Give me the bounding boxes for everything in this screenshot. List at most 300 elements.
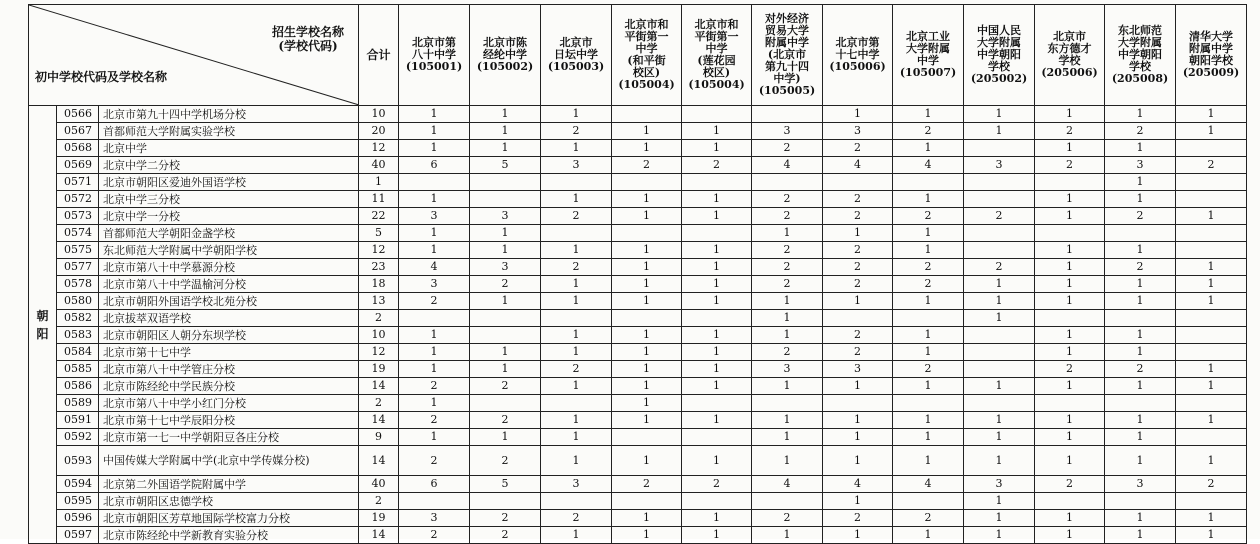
quota-cell	[964, 140, 1035, 157]
quota-cell: 1	[470, 106, 541, 123]
quota-cell: 2	[470, 527, 541, 544]
total-cell: 12	[359, 344, 399, 361]
school-code-cell: 0567	[57, 123, 99, 140]
quota-cell: 1	[470, 293, 541, 310]
quota-cell: 1	[1176, 106, 1247, 123]
total-cell: 11	[359, 191, 399, 208]
school-name-cell: 中国传媒大学附属中学(北京中学传媒分校)	[99, 446, 359, 476]
table-row	[29, 276, 1247, 293]
school-name-cell: 北京市陈经纶中学新教育实验分校	[99, 527, 359, 544]
quota-cell: 1	[964, 412, 1035, 429]
school-column-header-line: (105003)	[547, 60, 605, 73]
school-name-cell: 北京市陈经纶中学民族分校	[99, 378, 359, 395]
quota-cell: 3	[752, 123, 823, 140]
quota-cell: 1	[612, 327, 682, 344]
total-cell: 5	[359, 225, 399, 242]
quota-cell: 1	[399, 106, 470, 123]
school-name-cell: 首都师范大学附属实验学校	[99, 123, 359, 140]
school-code-cell: 0596	[57, 510, 99, 527]
quota-cell: 1	[964, 510, 1035, 527]
quota-cell: 1	[541, 191, 612, 208]
quota-table	[28, 4, 1247, 544]
quota-cell	[1176, 140, 1247, 157]
quota-cell: 1	[399, 344, 470, 361]
quota-cell: 1	[964, 276, 1035, 293]
school-column-header-line: 附属中学	[765, 36, 810, 49]
quota-cell: 2	[893, 123, 964, 140]
quota-cell: 1	[541, 527, 612, 544]
quota-cell: 2	[752, 208, 823, 225]
quota-cell	[893, 493, 964, 510]
quota-cell	[1176, 242, 1247, 259]
table-row	[29, 191, 1247, 208]
total-cell: 10	[359, 327, 399, 344]
quota-cell: 2	[1105, 208, 1176, 225]
quota-cell: 1	[541, 276, 612, 293]
school-column-header-line: (205009)	[1182, 66, 1240, 79]
school-column-header-line: 中学朝阳	[1118, 48, 1163, 61]
quota-cell	[964, 191, 1035, 208]
quota-cell: 1	[1035, 446, 1105, 476]
quota-cell	[682, 310, 752, 327]
quota-cell: 2	[612, 476, 682, 493]
school-column-header-line: 大学附属	[906, 42, 951, 55]
school-column-header	[1035, 5, 1105, 106]
quota-cell: 1	[893, 106, 964, 123]
quota-cell: 1	[1035, 276, 1105, 293]
quota-cell	[470, 174, 541, 191]
quota-cell: 2	[399, 527, 470, 544]
total-cell: 12	[359, 242, 399, 259]
quota-cell: 3	[823, 361, 893, 378]
quota-cell: 1	[612, 242, 682, 259]
school-column-header	[893, 5, 964, 106]
quota-cell	[541, 310, 612, 327]
total-cell: 2	[359, 310, 399, 327]
quota-cell	[470, 310, 541, 327]
quota-cell	[893, 310, 964, 327]
quota-cell: 1	[752, 412, 823, 429]
school-column-header-line: 对外经济	[765, 12, 810, 25]
school-column-header-line: (105002)	[476, 60, 534, 73]
school-code-cell: 0571	[57, 174, 99, 191]
quota-cell: 2	[399, 378, 470, 395]
quota-cell	[1176, 344, 1247, 361]
quota-cell: 1	[964, 446, 1035, 476]
quota-cell: 1	[399, 123, 470, 140]
quota-cell	[823, 395, 893, 412]
quota-cell: 3	[470, 208, 541, 225]
quota-cell	[1176, 174, 1247, 191]
quota-cell: 1	[823, 429, 893, 446]
school-code-cell: 0573	[57, 208, 99, 225]
quota-cell: 1	[682, 276, 752, 293]
header-row	[29, 5, 1247, 106]
table-row	[29, 429, 1247, 446]
quota-cell: 1	[682, 527, 752, 544]
quota-cell: 1	[541, 293, 612, 310]
quota-cell: 1	[823, 225, 893, 242]
school-code-cell: 0597	[57, 527, 99, 544]
school-column-header-line: (105001)	[405, 60, 463, 73]
total-cell: 12	[359, 140, 399, 157]
school-name-cell: 北京第二外国语学院附属中学	[99, 476, 359, 493]
quota-cell: 2	[823, 259, 893, 276]
quota-cell: 1	[612, 191, 682, 208]
quota-cell: 1	[893, 344, 964, 361]
quota-cell: 1	[823, 378, 893, 395]
enrolling-school-header-line: 招生学校名称	[272, 25, 345, 39]
table-row	[29, 378, 1247, 395]
quota-cell: 4	[399, 259, 470, 276]
school-column-header-line: 北京市	[1053, 30, 1087, 43]
quota-cell	[612, 493, 682, 510]
school-code-cell: 0577	[57, 259, 99, 276]
quota-cell	[1105, 395, 1176, 412]
quota-cell: 1	[964, 527, 1035, 544]
quota-cell: 1	[682, 327, 752, 344]
quota-cell: 1	[541, 140, 612, 157]
school-name-cell: 北京市第一七一中学朝阳豆各庄分校	[99, 429, 359, 446]
table-row	[29, 140, 1247, 157]
quota-cell: 1	[1176, 510, 1247, 527]
school-column-header-line: (105004)	[688, 78, 745, 91]
school-name-cell: 北京拔萃双语学校	[99, 310, 359, 327]
school-column-header	[964, 5, 1035, 106]
school-code-cell: 0572	[57, 191, 99, 208]
quota-cell	[541, 174, 612, 191]
school-column-header-line: 平街第一	[694, 30, 739, 43]
quota-cell: 3	[752, 361, 823, 378]
total-cell: 1	[359, 174, 399, 191]
quota-cell: 1	[612, 361, 682, 378]
quota-cell: 1	[752, 310, 823, 327]
school-column-header-line: (105007)	[899, 66, 957, 79]
quota-cell: 2	[1105, 361, 1176, 378]
quota-cell: 2	[893, 510, 964, 527]
quota-cell: 1	[541, 242, 612, 259]
table-row	[29, 527, 1247, 544]
quota-cell: 1	[893, 412, 964, 429]
quota-cell	[752, 174, 823, 191]
quota-cell: 4	[893, 476, 964, 493]
district-cell	[29, 106, 57, 544]
quota-cell: 1	[541, 344, 612, 361]
quota-cell: 2	[752, 344, 823, 361]
quota-cell: 1	[1176, 293, 1247, 310]
quota-cell: 1	[470, 123, 541, 140]
quota-cell: 1	[682, 510, 752, 527]
school-column-header-line: (205006)	[1041, 66, 1098, 79]
quota-cell: 2	[1035, 361, 1105, 378]
quota-cell: 3	[541, 476, 612, 493]
quota-cell	[752, 395, 823, 412]
table-row	[29, 327, 1247, 344]
quota-cell: 3	[541, 157, 612, 174]
school-column-header-line: (北京市	[767, 48, 807, 61]
quota-cell	[752, 493, 823, 510]
quota-cell	[964, 327, 1035, 344]
school-column-header	[470, 5, 541, 106]
quota-cell: 2	[399, 446, 470, 476]
quota-cell: 1	[893, 242, 964, 259]
junior-school-header: 初中学校代码及学校名称	[35, 70, 168, 84]
school-code-cell: 0594	[57, 476, 99, 493]
table-row	[29, 446, 1247, 476]
quota-cell: 2	[752, 510, 823, 527]
quota-cell	[1105, 310, 1176, 327]
quota-cell: 1	[1176, 527, 1247, 544]
school-column-header-line: 中国人民	[977, 24, 1022, 37]
total-cell: 10	[359, 106, 399, 123]
quota-cell: 1	[1105, 344, 1176, 361]
school-code-cell: 0584	[57, 344, 99, 361]
quota-cell	[893, 395, 964, 412]
school-column-header-line: (莲花园	[697, 54, 736, 67]
quota-cell: 1	[893, 327, 964, 344]
quota-cell: 2	[612, 157, 682, 174]
quota-cell: 1	[682, 140, 752, 157]
total-cell: 2	[359, 493, 399, 510]
quota-cell: 1	[893, 446, 964, 476]
quota-cell: 1	[823, 446, 893, 476]
quota-cell	[612, 225, 682, 242]
school-column-header-line: (105006)	[829, 60, 886, 73]
quota-cell	[470, 395, 541, 412]
quota-cell	[682, 493, 752, 510]
school-column-header-line: 北京市	[559, 36, 593, 49]
school-column-header-line: 学校	[988, 60, 1011, 73]
quota-cell: 5	[470, 476, 541, 493]
quota-cell: 2	[823, 140, 893, 157]
quota-cell: 1	[612, 140, 682, 157]
quota-cell	[682, 225, 752, 242]
quota-cell: 1	[1105, 174, 1176, 191]
quota-cell: 1	[823, 106, 893, 123]
quota-cell: 3	[823, 123, 893, 140]
quota-cell: 1	[1105, 327, 1176, 344]
school-column-header-line: 校区)	[632, 66, 661, 79]
quota-cell: 1	[752, 429, 823, 446]
school-column-header-line: 北京市陈	[483, 36, 528, 49]
total-cell: 14	[359, 527, 399, 544]
quota-cell: 1	[612, 510, 682, 527]
quota-cell: 1	[823, 493, 893, 510]
quota-cell: 2	[541, 510, 612, 527]
quota-cell: 1	[1035, 140, 1105, 157]
quota-cell: 1	[1176, 378, 1247, 395]
school-column-header-line: 朝阳学校	[1189, 54, 1234, 67]
quota-cell: 1	[1176, 276, 1247, 293]
total-cell: 19	[359, 510, 399, 527]
school-column-header-line: 中学	[705, 42, 728, 55]
quota-cell: 2	[823, 191, 893, 208]
quota-cell: 2	[823, 208, 893, 225]
quota-cell: 1	[752, 293, 823, 310]
school-code-cell: 0583	[57, 327, 99, 344]
quota-cell: 5	[470, 157, 541, 174]
quota-cell: 1	[893, 429, 964, 446]
quota-cell: 1	[1035, 412, 1105, 429]
total-cell: 14	[359, 378, 399, 395]
quota-cell: 3	[1105, 157, 1176, 174]
school-name-cell: 北京市第八十中学管庄分校	[99, 361, 359, 378]
school-column-header	[682, 5, 752, 106]
quota-cell: 1	[682, 412, 752, 429]
quota-cell: 4	[893, 157, 964, 174]
quota-cell: 1	[541, 446, 612, 476]
school-column-header	[612, 5, 682, 106]
quota-cell: 1	[612, 276, 682, 293]
quota-cell: 2	[399, 412, 470, 429]
school-column-header-line: 东方德才	[1047, 42, 1092, 55]
quota-cell: 1	[1105, 429, 1176, 446]
quota-cell: 1	[399, 140, 470, 157]
school-name-cell: 北京中学一分校	[99, 208, 359, 225]
quota-cell	[399, 493, 470, 510]
quota-cell: 2	[1035, 123, 1105, 140]
school-column-header	[752, 5, 823, 106]
school-name-cell: 北京市第十七中学辰阳分校	[99, 412, 359, 429]
quota-cell: 1	[1176, 361, 1247, 378]
quota-cell	[1176, 191, 1247, 208]
quota-cell: 1	[964, 493, 1035, 510]
quota-cell: 2	[752, 191, 823, 208]
school-column-header-line: 日坛中学	[554, 48, 599, 61]
quota-cell: 1	[893, 140, 964, 157]
quota-cell: 1	[470, 242, 541, 259]
quota-cell	[399, 174, 470, 191]
table-row	[29, 123, 1247, 140]
quota-cell: 3	[1105, 476, 1176, 493]
quota-cell: 2	[541, 259, 612, 276]
table-row	[29, 157, 1247, 174]
quota-cell: 1	[1105, 378, 1176, 395]
quota-cell: 1	[682, 446, 752, 476]
quota-cell	[964, 395, 1035, 412]
quota-cell: 3	[964, 476, 1035, 493]
quota-cell: 1	[752, 446, 823, 476]
quota-cell: 1	[1035, 510, 1105, 527]
quota-cell: 1	[1105, 510, 1176, 527]
quota-cell: 2	[399, 293, 470, 310]
table-row	[29, 510, 1247, 527]
quota-cell: 2	[470, 378, 541, 395]
school-code-cell: 0593	[57, 446, 99, 476]
quota-cell	[1176, 395, 1247, 412]
school-column-header	[541, 5, 612, 106]
quota-cell: 1	[1105, 446, 1176, 476]
quota-cell: 2	[1105, 259, 1176, 276]
school-column-header-line: 学校	[1058, 54, 1081, 67]
quota-cell: 1	[1035, 259, 1105, 276]
table-body	[29, 106, 1247, 544]
quota-cell: 6	[399, 476, 470, 493]
school-name-cell: 北京市朝阳区爱迪外国语学校	[99, 174, 359, 191]
quota-cell	[470, 191, 541, 208]
school-column-header-line: 北京市第	[835, 36, 880, 49]
quota-cell: 2	[682, 157, 752, 174]
quota-cell: 3	[399, 208, 470, 225]
quota-cell: 2	[1035, 476, 1105, 493]
quota-cell: 1	[399, 327, 470, 344]
quota-cell: 1	[1035, 429, 1105, 446]
quota-cell: 1	[1105, 293, 1176, 310]
quota-cell	[1176, 493, 1247, 510]
quota-cell: 1	[752, 225, 823, 242]
school-name-cell: 北京中学三分校	[99, 191, 359, 208]
quota-cell	[541, 493, 612, 510]
quota-cell	[1176, 429, 1247, 446]
school-column-header-line: 平街第一	[624, 30, 669, 43]
school-column-header-line: 大学附属	[1118, 36, 1163, 49]
quota-cell: 1	[682, 208, 752, 225]
school-column-header-line: 第九十四	[765, 60, 810, 73]
quota-cell: 1	[893, 293, 964, 310]
quota-cell: 1	[964, 293, 1035, 310]
quota-cell: 1	[752, 378, 823, 395]
quota-cell: 2	[470, 510, 541, 527]
total-cell: 19	[359, 361, 399, 378]
quota-cell: 4	[823, 476, 893, 493]
total-cell: 40	[359, 157, 399, 174]
school-column-header-line: (205002)	[970, 72, 1028, 85]
quota-cell: 1	[541, 429, 612, 446]
diagonal-line	[29, 5, 359, 105]
quota-cell: 2	[541, 123, 612, 140]
table-row	[29, 476, 1247, 493]
school-column-header-line: 中学朝阳	[977, 48, 1022, 61]
quota-cell	[682, 174, 752, 191]
quota-cell	[682, 106, 752, 123]
quota-cell: 1	[893, 191, 964, 208]
quota-cell	[823, 174, 893, 191]
quota-cell: 1	[1176, 259, 1247, 276]
school-name-cell: 北京中学二分校	[99, 157, 359, 174]
school-code-cell: 0566	[57, 106, 99, 123]
school-name-cell: 北京市朝阳区人朝分东坝学校	[99, 327, 359, 344]
quota-cell: 2	[823, 510, 893, 527]
school-name-cell: 北京市第八十中学小红门分校	[99, 395, 359, 412]
school-column-header-line: (205008)	[1111, 72, 1169, 85]
table-row	[29, 361, 1247, 378]
table-row	[29, 412, 1247, 429]
quota-cell: 2	[752, 140, 823, 157]
quota-cell: 1	[612, 344, 682, 361]
quota-cell: 2	[1176, 476, 1247, 493]
quota-cell: 1	[682, 378, 752, 395]
quota-cell	[1035, 225, 1105, 242]
school-column-header-line: 中学	[917, 54, 940, 67]
school-name-cell: 北京市朝阳区芳草地国际学校富力分校	[99, 510, 359, 527]
table-row	[29, 174, 1247, 191]
school-name-cell: 东北师范大学附属中学朝阳学校	[99, 242, 359, 259]
quota-cell: 1	[752, 327, 823, 344]
quota-cell: 1	[541, 412, 612, 429]
quota-cell: 2	[541, 208, 612, 225]
quota-cell: 1	[1035, 191, 1105, 208]
school-column-header-line: 北京市和	[694, 18, 739, 31]
quota-cell: 4	[752, 157, 823, 174]
school-code-cell: 0568	[57, 140, 99, 157]
quota-cell: 1	[964, 429, 1035, 446]
quota-cell: 1	[399, 242, 470, 259]
school-name-cell: 北京市朝阳区忠德学校	[99, 493, 359, 510]
quota-cell	[682, 429, 752, 446]
quota-cell: 2	[1176, 157, 1247, 174]
school-column-header-line: 十七中学	[835, 48, 880, 61]
quota-cell: 1	[612, 123, 682, 140]
